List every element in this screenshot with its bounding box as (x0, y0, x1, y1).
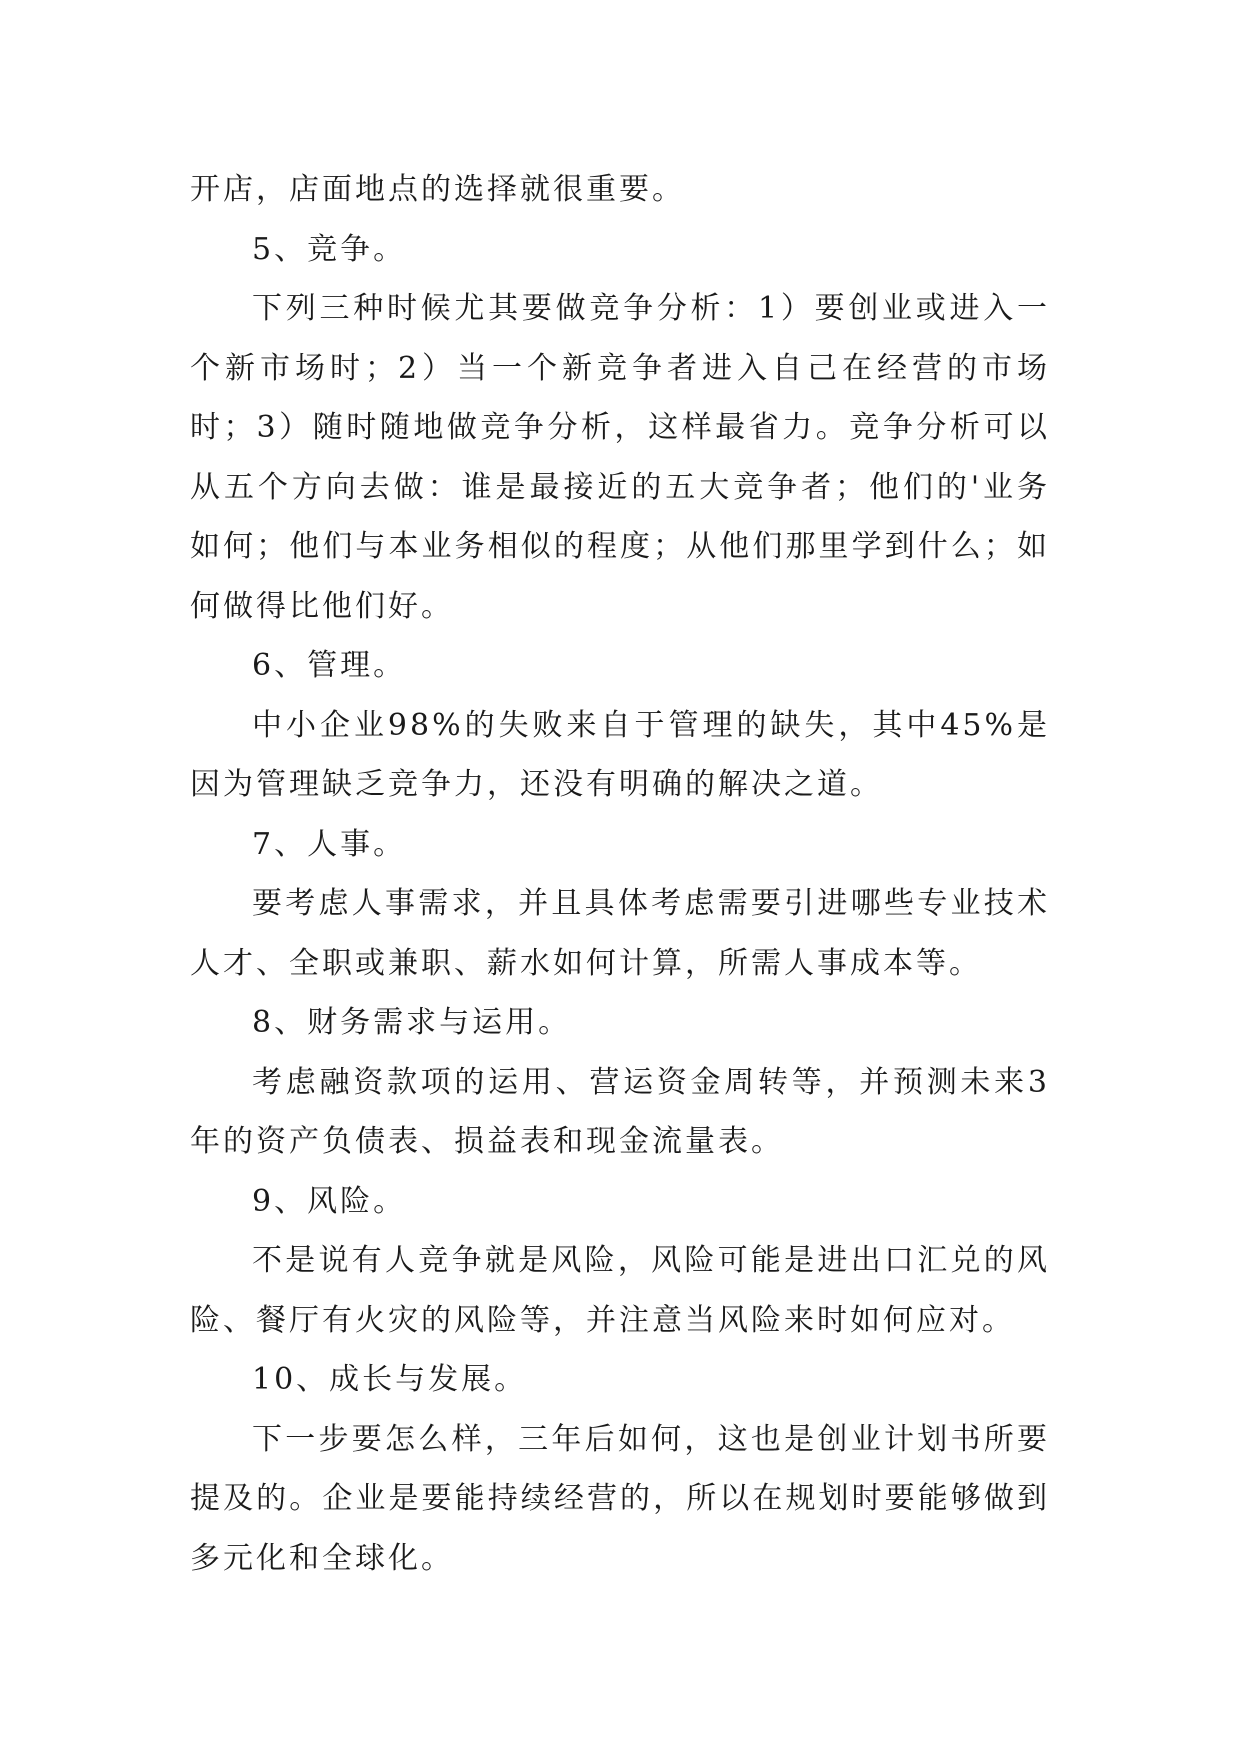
paragraph-finance: 考虑融资款项的运用、营运资金周转等，并预测未来3年的资产负债表、损益表和现金流量表。 (190, 1064, 1050, 1159)
heading-finance: 8、财务需求与运用。 (252, 1005, 572, 1040)
heading-competition: 5、竞争。 (252, 231, 407, 267)
heading-risk: 9、风险。 (252, 1183, 407, 1219)
paragraph-management: 中小企业98%的失败来自于管理的缺失，其中45%是因为管理缺乏竞争力，还没有明确的解决之道。 (190, 707, 1050, 802)
paragraph-competition: 下列三种时候尤其要做竞争分析：1）要创业或进入一个新市场时；2）当一个新竞争者进入自己在经营的市场时；3）随时随地做竞争分析，这样最省力。竞争分析可以从五个方向去做：谁是最接近的五大竞争者；他们的'业务如何；他们与本业务相似的程度；从他们那里学到什么；如何做得比他们好。 (190, 291, 1050, 624)
paragraph-growth: 下一步要怎么样，三年后如何，这也是创业计划书所要提及的。企业是要能持续经营的，所以在规划时要能够做到多元化和全球化。 (190, 1421, 1050, 1576)
paragraph-personnel: 要考虑人事需求，并且具体考虑需要引进哪些专业技术人才、全职或兼职、薪水如何计算，所需人事成本等。 (190, 886, 1050, 981)
heading-growth: 10、成长与发展。 (252, 1362, 528, 1397)
heading-personnel: 7、人事。 (252, 826, 407, 862)
paragraph-store-location: 开店，店面地点的选择就很重要。 (190, 172, 685, 207)
paragraph-risk: 不是说有人竞争就是风险，风险可能是进出口汇兑的风险、餐厅有火灾的风险等，并注意当风险来时如何应对。 (190, 1243, 1050, 1338)
heading-management: 6、管理。 (252, 648, 407, 683)
document-body (190, 160, 1050, 1588)
